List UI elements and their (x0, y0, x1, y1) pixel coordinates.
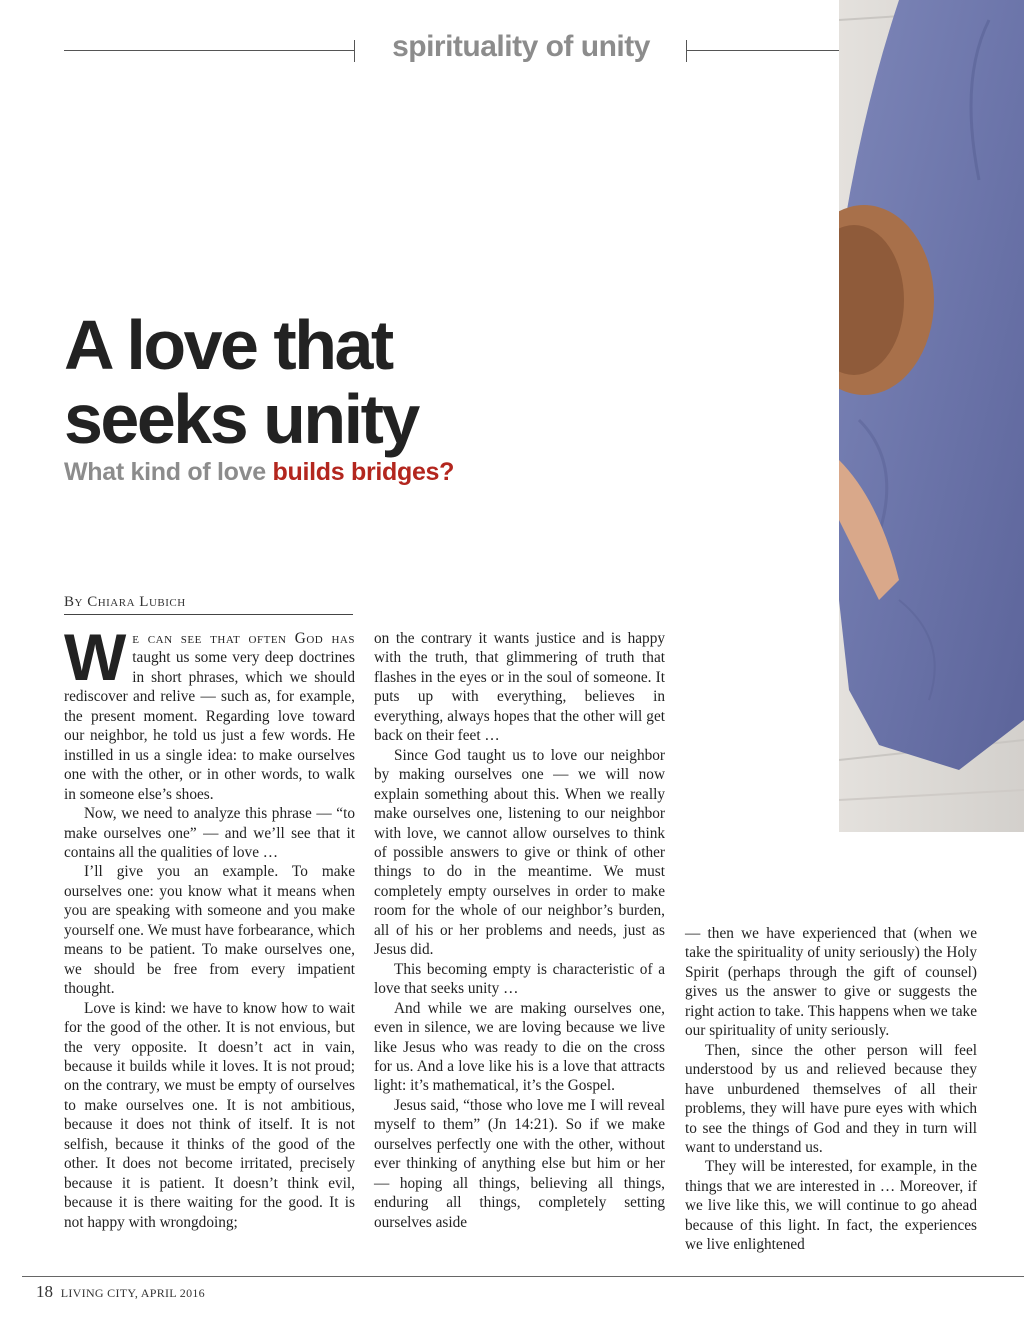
magazine-issue: LIVING CITY, APRIL 2016 (60, 1286, 205, 1300)
article-title (64, 308, 584, 456)
subtitle-red: builds bridges? (272, 458, 455, 486)
article-subtitle (64, 458, 454, 487)
header-rule-tick-right (686, 40, 687, 62)
header-rule-tick-left (354, 40, 355, 62)
person-hugging-photo-icon (839, 0, 1024, 832)
drop-cap: W (64, 620, 127, 694)
title-line-2: seeks unity (64, 380, 418, 458)
article-photo (839, 0, 1024, 832)
paragraph-text: taught us some very deep doctrines in short phrases, which we should rediscover and relive — such as, for example, the present moment. Regarding love toward our neighbor, he told us just a few words. He instilled in us a single idea: to make ourselves one with the other, or in other words, to walk in someone else’s shoes. (64, 649, 355, 803)
paragraph: And while we are making ourselves one, even in silence, we are loving because we live like Jesus who was ready to die on the cross for us. And a love like his is a love that attracts light: it’s mathematical, it’s the Gospel. (374, 999, 665, 1095)
paragraph: Love is kind: we have to know how to wait for the good of the other. It is not envious, but the very opposite. It doesn’t act in vain, because it builds while it loves. It is not proud; on the contrary, we must be empty of ourselves to make ourselves one. It is not ambitious, because it does not think of itself. It is not selfish, because it thinks of the good of the other. It does not become irritated, precisely because it is patient. It doesn’t think evil, because it is there waiting for the good. It is not happy with wrongdoing; (64, 999, 355, 1231)
footer-rule (22, 1276, 1024, 1277)
paragraph: I’ll give you an example. To make ourselves one: you know what it means when you are speaking with someone and you make yourself one. We must have forbearance, which means to be patient. To make ourselves one, we should be free from every impatient thought. (64, 863, 355, 998)
article-column-2 (374, 629, 665, 1232)
paragraph (64, 620, 355, 804)
paragraph: Now, we need to analyze this phrase — “to make ourselves one” — and we’ll see that it contains all the qualities of love … (64, 805, 355, 861)
paragraph: Then, since the other person will feel understood by us and relieved because they have unburdened themselves of all their problems, they will have pure eyes with which to see the things of God and they in turn will want to understand us. (685, 1041, 977, 1156)
lead-in: e can see that often God has (132, 630, 355, 647)
paragraph: Since God taught us to love our neighbor by making ourselves one — we will now explain something about this. When we really make ourselves one, listening to our neighbor with love, we cannot allow ourselves to think of possible answers to give or think of other things to do in the meantime. We must completely empty ourselves in order to make room for the whole of our neighbor’s burden, all of his or her problems and needs, just as Jesus did. (374, 746, 665, 959)
header-rule-left (64, 50, 354, 51)
article-column-1 (64, 620, 355, 1232)
page-number: 18 (36, 1282, 53, 1301)
page-footer (36, 1282, 205, 1302)
section-label: spirituality of unity (392, 30, 650, 63)
paragraph: This becoming empty is characteristic of a love that seeks unity … (374, 960, 665, 998)
paragraph: They will be interested, for example, in the things that we are interested in … Moreover, if we live like this, we will continue to go ahead because of this light. In fact, the experiences we live enlightened (685, 1158, 977, 1254)
header-rule-right (687, 50, 839, 51)
paragraph: — then we have experienced that (when we take the spirituality of unity seriously) the Holy Spirit (perhaps through the gift of counsel) gives us the answer to give or suggests the right action to take. This happens when we take our spirituality of unity seriously. (685, 925, 977, 1040)
article-column-3 (685, 924, 977, 1255)
paragraph: on the contrary it wants justice and is happy with the truth, that glimmering of truth that flashes in the eyes or in the soul of someone. It puts up with everything, believes in everything, always hopes that the other will get back on their feet … (374, 630, 665, 745)
title-line-1: A love that (64, 306, 392, 384)
byline: By Chiara Lubich (64, 594, 353, 615)
subtitle-grey: What kind of love (64, 458, 266, 486)
paragraph: Jesus said, “those who love me I will reveal myself to them” (Jn 14:21). So if we make ourselves perfectly one with the other, without ever thinking of anything else but him or her — hoping all things, believing all things, enduring all things, completely setting ourselves aside (374, 1096, 665, 1231)
